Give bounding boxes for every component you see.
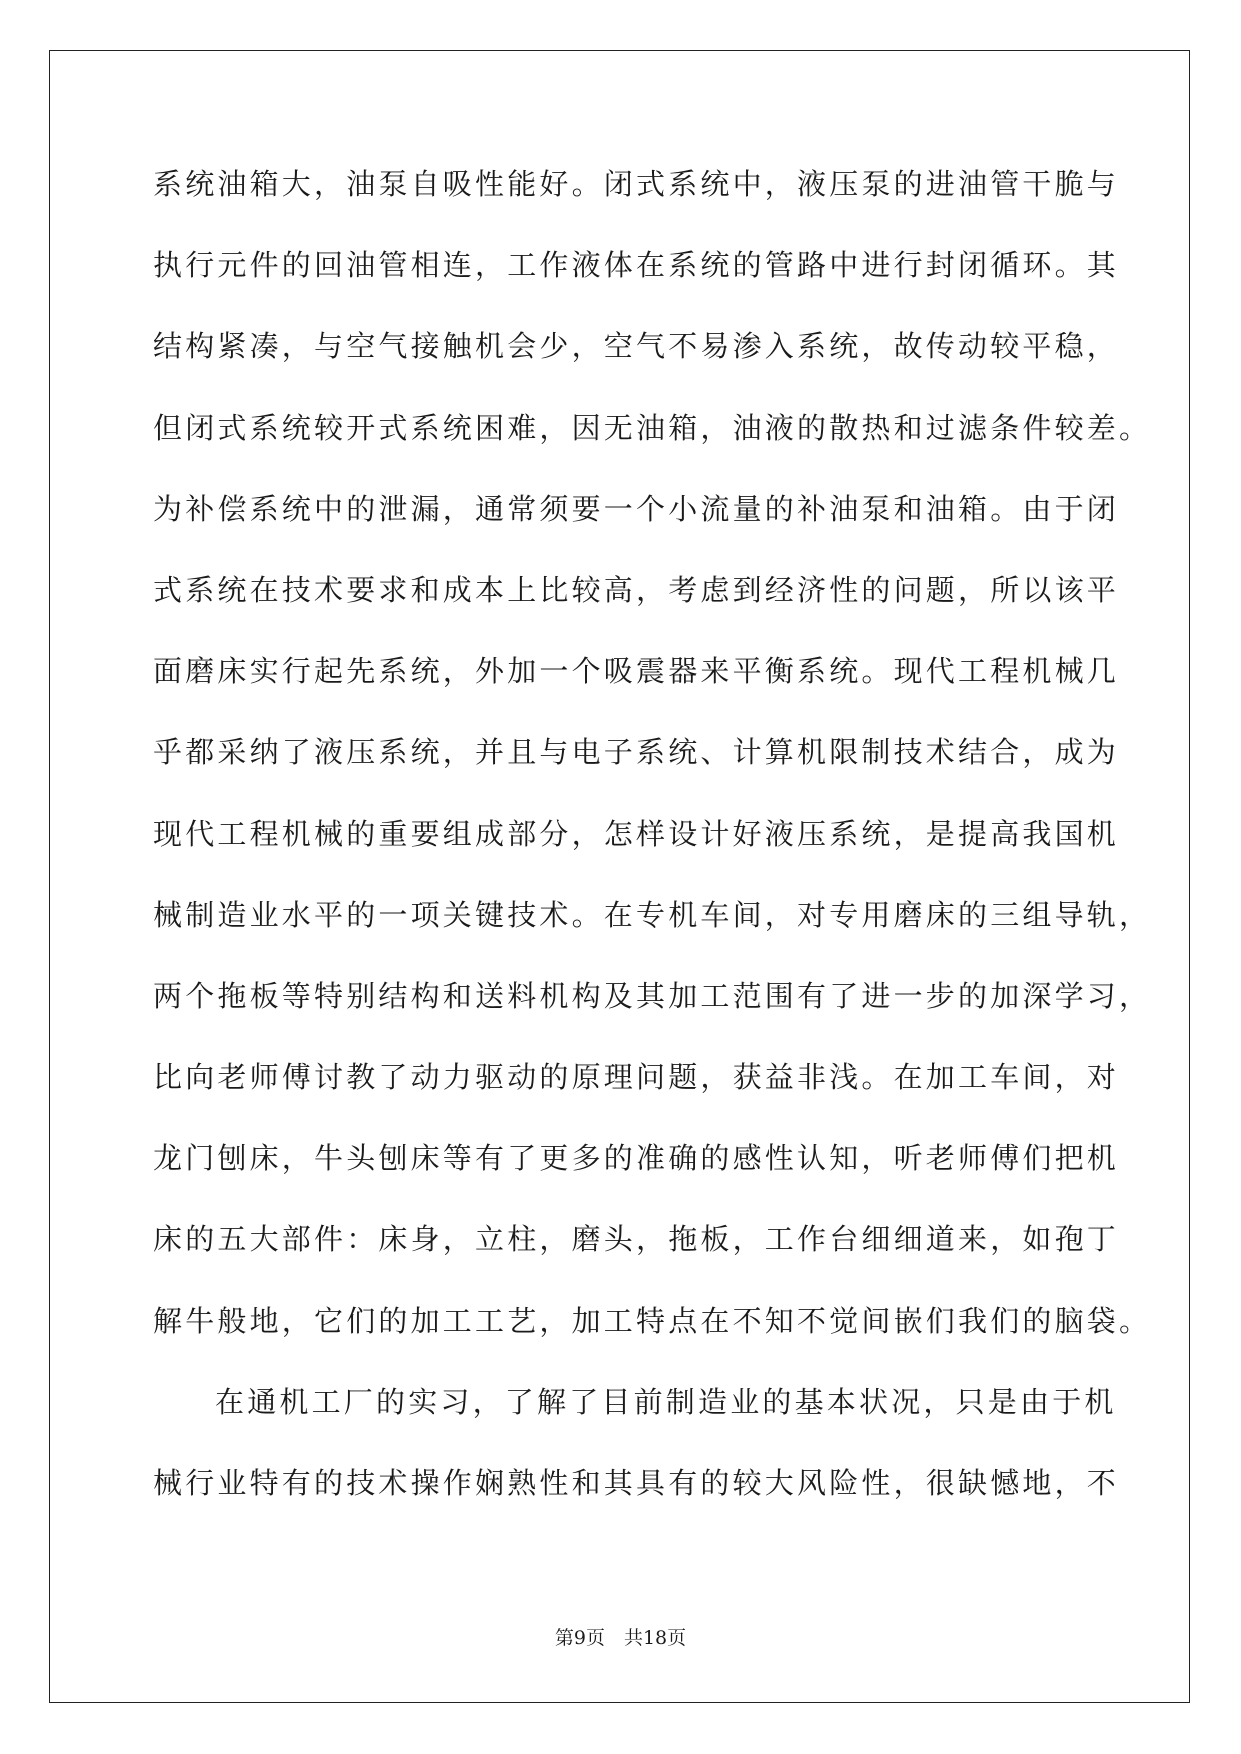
text-line: 现代工程机械的重要组成部分，怎样设计好液压系统，是提高我国机 (153, 816, 1120, 851)
text-line: 比向老师傅讨教了动力驱动的原理问题，获益非浅。在加工车间，对 (153, 1060, 1120, 1095)
text-line: 两个拖板等特别结构和送料机构及其加工范围有了进一步的加深学习， (153, 978, 1152, 1013)
text-line: 械制造业水平的一项关键技术。在专机车间，对专用磨床的三组导轨， (153, 897, 1152, 932)
text-line: 械行业特有的技术操作娴熟性和其具有的较大风险性，很缺憾地，不 (153, 1466, 1120, 1500)
text-line: 面磨床实行起先系统，外加一个吸震器来平衡系统。现代工程机械几 (153, 654, 1120, 689)
page-number-footer: 第9页 共18页 (554, 1627, 687, 1649)
text-line: 执行元件的回油管相连，工作液体在系统的管路中进行封闭循环。其 (153, 248, 1120, 283)
text-line: 乎都采纳了液压系统，并且与电子系统、计算机限制技术结合，成为 (153, 735, 1120, 770)
text-line: 为补偿系统中的泄漏，通常须要一个小流量的补油泵和油箱。由于闭 (153, 491, 1120, 526)
text-line: 解牛般地，它们的加工工艺，加工特点在不知不觉间嵌们我们的脑袋。 (153, 1303, 1152, 1338)
text-line: 式系统在技术要求和成本上比较高，考虑到经济性的问题，所以该平 (153, 572, 1120, 607)
text-line: 系统油箱大，油泵自吸性能好。闭式系统中，液压泵的进油管干脆与 (153, 167, 1120, 201)
text-line: 但闭式系统较开式系统困难，因无油箱，油液的散热和过滤条件较差。 (153, 410, 1152, 445)
text-line: 结构紧凑，与空气接触机会少，空气不易渗入系统，故传动较平稳， (153, 329, 1120, 364)
document-body (153, 162, 1152, 1542)
text-line: 床的五大部件：床身，立柱，磨头，拖板，工作台细细道来，如孢丁 (153, 1222, 1120, 1257)
paragraph-start-line: 在通机工厂的实习，了解了目前制造业的基本状况，只是由于机 (215, 1384, 1117, 1419)
text-line: 龙门刨床，牛头刨床等有了更多的准确的感性认知，听老师傅们把机 (153, 1141, 1120, 1176)
